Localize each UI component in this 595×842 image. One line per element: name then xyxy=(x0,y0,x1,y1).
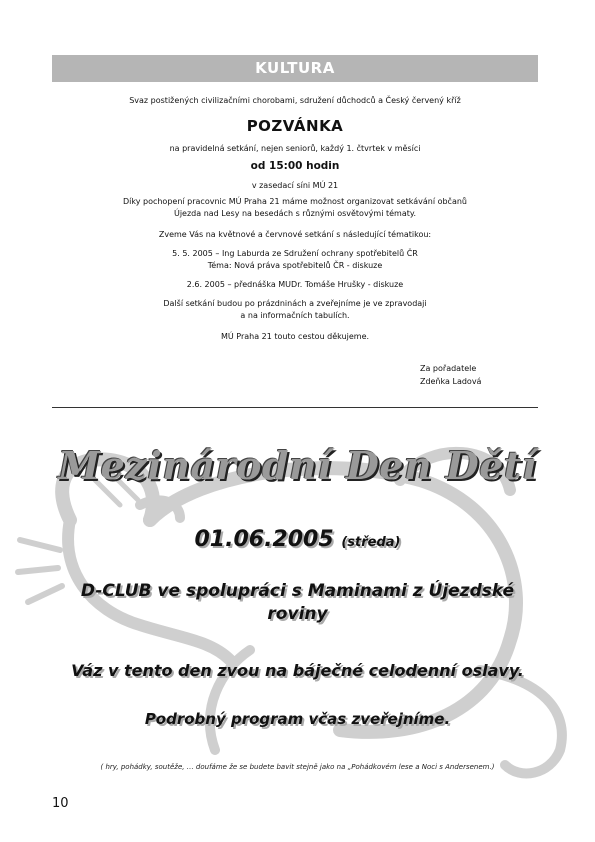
closing-text: MÚ Praha 21 touto cestou děkujeme. xyxy=(220,332,370,341)
page-number: 10 xyxy=(52,796,69,811)
topics-intro: Zveme Vás na květnové a červnové setkání s následující tématikou: xyxy=(158,230,432,239)
time-text: od 15:00 hodin xyxy=(250,160,340,172)
event-organizers xyxy=(40,580,555,626)
talk-1-line-1: 5. 5. 2005 – Ing Laburda ze Sdružení ochrany spotřebitelů ČR xyxy=(172,249,418,258)
invitation-block xyxy=(52,96,538,341)
section-divider xyxy=(52,407,538,408)
next-line-2: a na informačních tabulích. xyxy=(240,311,350,320)
section-label: KULTURA xyxy=(255,59,335,77)
thanks-line-2: Újezda nad Lesy na besedách s různými osvětovými tématy. xyxy=(173,209,417,218)
event-organizers-line-2: roviny xyxy=(267,604,328,624)
section-banner xyxy=(52,55,538,82)
event-title: Mezinárodní Den Dětí xyxy=(58,443,537,488)
event-date xyxy=(40,527,555,552)
signature xyxy=(420,362,481,388)
organizers-text: Svaz postižených civilizačními chorobami, sdružení důchodců a Český červený kříž xyxy=(129,96,461,105)
event-program: Podrobný program včas zveřejníme. xyxy=(144,710,451,728)
signature-name: Zdeňka Ladová xyxy=(420,377,482,386)
next-meetings xyxy=(52,298,538,322)
event-note: ( hry, pohádky, soutěže, … doufáme že se budete bavit stejně jako na „Pohádkovém lese a Noci s Andersenem.) xyxy=(100,763,495,771)
next-line-1: Další setkání budou po prázdninách a zveřejníme je ve zpravodaji xyxy=(163,299,427,308)
event-weekday: (středa) xyxy=(341,535,401,550)
signature-role: Za pořadatele xyxy=(420,364,477,373)
thanks-line-1: Díky pochopení pracovnic MÚ Praha 21 máme možnost organizovat setkávání občanů xyxy=(122,197,467,206)
event-invite: Váz v tento den zvou na báječné celodenní oslavy. xyxy=(71,661,524,680)
talk-2: 2.6. 2005 – přednáška MUDr. Tomáše Hrušky - diskuze xyxy=(186,280,404,289)
invitation-title: POZVÁNKA xyxy=(246,117,344,135)
talk-1 xyxy=(52,248,538,272)
venue-text: v zasedací síni MÚ 21 xyxy=(251,181,339,190)
event-organizers-line-1: D-CLUB ve spolupráci s Maminami z Újezdské xyxy=(80,581,515,601)
thanks-paragraph xyxy=(52,196,538,220)
talk-1-line-2: Téma: Nová práva spotřebitelů ČR - diskuze xyxy=(207,261,383,270)
schedule-text: na pravidelná setkání, nejen seniorů, každý 1. čtvrtek v měsíci xyxy=(169,144,421,153)
event-date-value: 01.06.2005 xyxy=(194,527,334,552)
